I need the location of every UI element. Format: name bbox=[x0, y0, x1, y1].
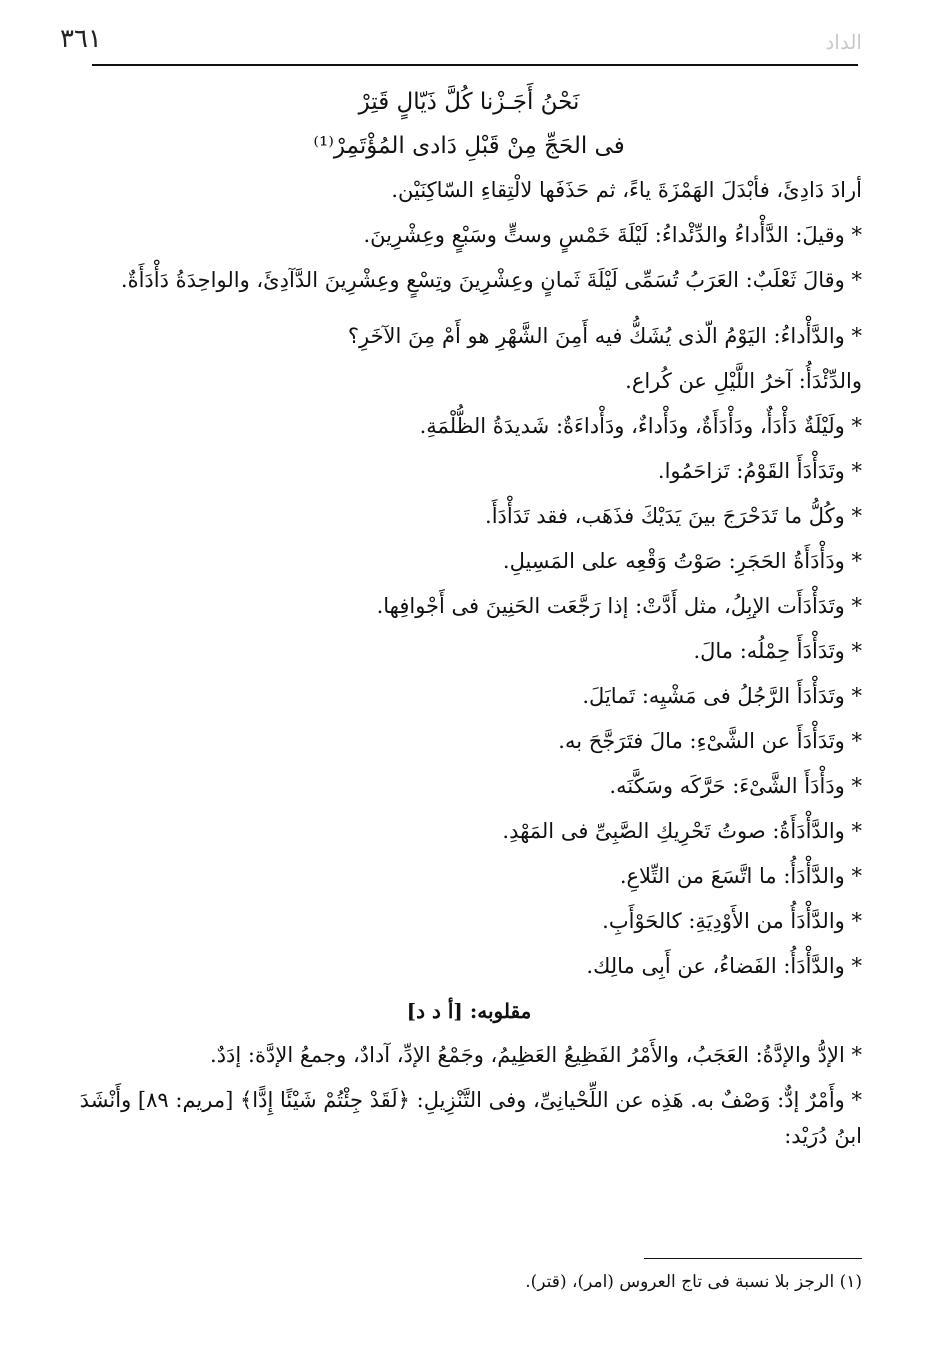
text-line: * والدَّأْدَأُ من الأَوْدِيَةِ: كالحَوْأَبِ. bbox=[602, 909, 862, 933]
text-line: * ولَيْلَةٌ دَأْدَأٌ، ودَأْدَأَةٌ، ودَأْداءٌ، ودَأْداءَةٌ: شَديدَةُ الظُّلْمَةِ. bbox=[419, 414, 862, 438]
text-line: * ودَأْدَأَ الشَّىْءَ: حَرَّكَه وسَكَّنَه. bbox=[609, 774, 862, 798]
text-line: * والدَّأْدَأَةُ: صوتُ تَحْرِيكِ الصَّبِىِّ فى المَهْدِ. bbox=[502, 819, 862, 843]
header-rule bbox=[92, 64, 858, 66]
running-header: الداد bbox=[825, 30, 862, 54]
text-line: * والدَّأْدَأُ: الفَضاءُ، عن أَبِى مالِك. bbox=[586, 954, 862, 978]
main-text bbox=[76, 80, 862, 1158]
footnote-rule bbox=[644, 1258, 862, 1259]
text-line: * وتَدَأْدَأَ حِمْلُه: مالَ. bbox=[693, 639, 862, 663]
text-line: * وتَدَأْدَأَ القَوْمُ: تَزاحَمُوا. bbox=[657, 459, 862, 483]
text-line: * والدَّأْداءُ: اليَوْمُ الّذى يُشَكُّ فيه أَمِنَ الشَّهْرِ هو أَمْ مِنَ الآخَرِ؟ bbox=[347, 324, 862, 348]
spacer bbox=[76, 302, 862, 314]
text-line: أرادَ دَادِئَ، فأبْدَلَ الهَمْزَةَ ياءً، ثم حَذَفَها لالْتِقاءِ السّاكِنَيْن. bbox=[391, 178, 862, 202]
text-line: * والدَّأْدَأُ: ما اتَّسَعَ من التِّلاعِ. bbox=[619, 864, 862, 888]
text-line: * وقيلَ: الدَّأْداءُ والدِّئْداءُ: لَيْلَةَ خَمْسٍ وستٍّ وسَبْعٍ وعِشْرِينَ. bbox=[363, 223, 862, 247]
text-line: * وتَدَأْدَأَ الرَّجُلُ فى مَشْيِه: تَمايَلَ. bbox=[582, 684, 862, 708]
section-heading: مقلوبه: [أ د د] bbox=[406, 999, 532, 1023]
text-line: * الإدُّ والإدَّةُ: العَجَبُ، والأَمْرُ الفَظِيعُ العَظِيمُ، وجَمْعُ الإدِّ، آدادٌ، وجمعُ الإدَّة: إدَدٌ. bbox=[210, 1043, 862, 1067]
text-line: * وقالَ ثَعْلَبٌ: العَرَبُ تُسَمِّى لَيْلَةَ ثَمانٍ وعِشْرِينَ وتِسْعٍ وعِشْرِينَ الدَّآدِئَ، والواحِدَةُ دَأْدَأَةٌ. bbox=[120, 268, 862, 292]
text-line: والدِّئْدَأُ: آخرُ اللَّيْلِ عن كُراع. bbox=[625, 369, 862, 393]
verse-line: فى الحَجِّ مِنْ قَبْلِ دَادى المُؤْتَمِرْ⁽¹⁾ bbox=[313, 133, 625, 159]
text-line: * ودَأْدَأَةُ الحَجَرِ: صَوْتُ وَقْعِه على المَسِيلِ. bbox=[502, 549, 862, 573]
footnote: (١) الرجز بلا نسبة فى تاج العروس (امر)، (قتر). bbox=[525, 1272, 862, 1292]
text-line: * وكُلُّ ما تَدَحْرَجَ بينَ يَدَيْكَ فذَهَب، فقد تَدَأْدَأَ. bbox=[485, 504, 862, 528]
text-line: * وتَدَأْدَأَت الإبِلُ، مثل أَدَّتْ: إذا رَجَّعَت الحَنِينَ فى أَجْوافِها. bbox=[376, 594, 862, 618]
text-line: * وأَمْرٌ إدٌّ: وَصْفٌ به. هَذِه عن اللِّحْيانِىِّ، وفى التَّنْزِيلِ: ﴿لَقَدْ جِئْتُمْ شَيْئًا إِدًّا﴾ [مريم: ٨٩] وأَنْشَدَ ابنُ دُرَيْد: bbox=[79, 1088, 862, 1148]
page-number: ٣٦١ bbox=[60, 24, 102, 54]
text-line: * وتَدَأْدَأَ عن الشَّىْءِ: مالَ فتَرَجَّحَ به. bbox=[558, 729, 862, 753]
verse-line: نَحْنُ أَجَـزْنا كُلَّ ذَيّالٍ قَتِرْ bbox=[358, 89, 580, 115]
